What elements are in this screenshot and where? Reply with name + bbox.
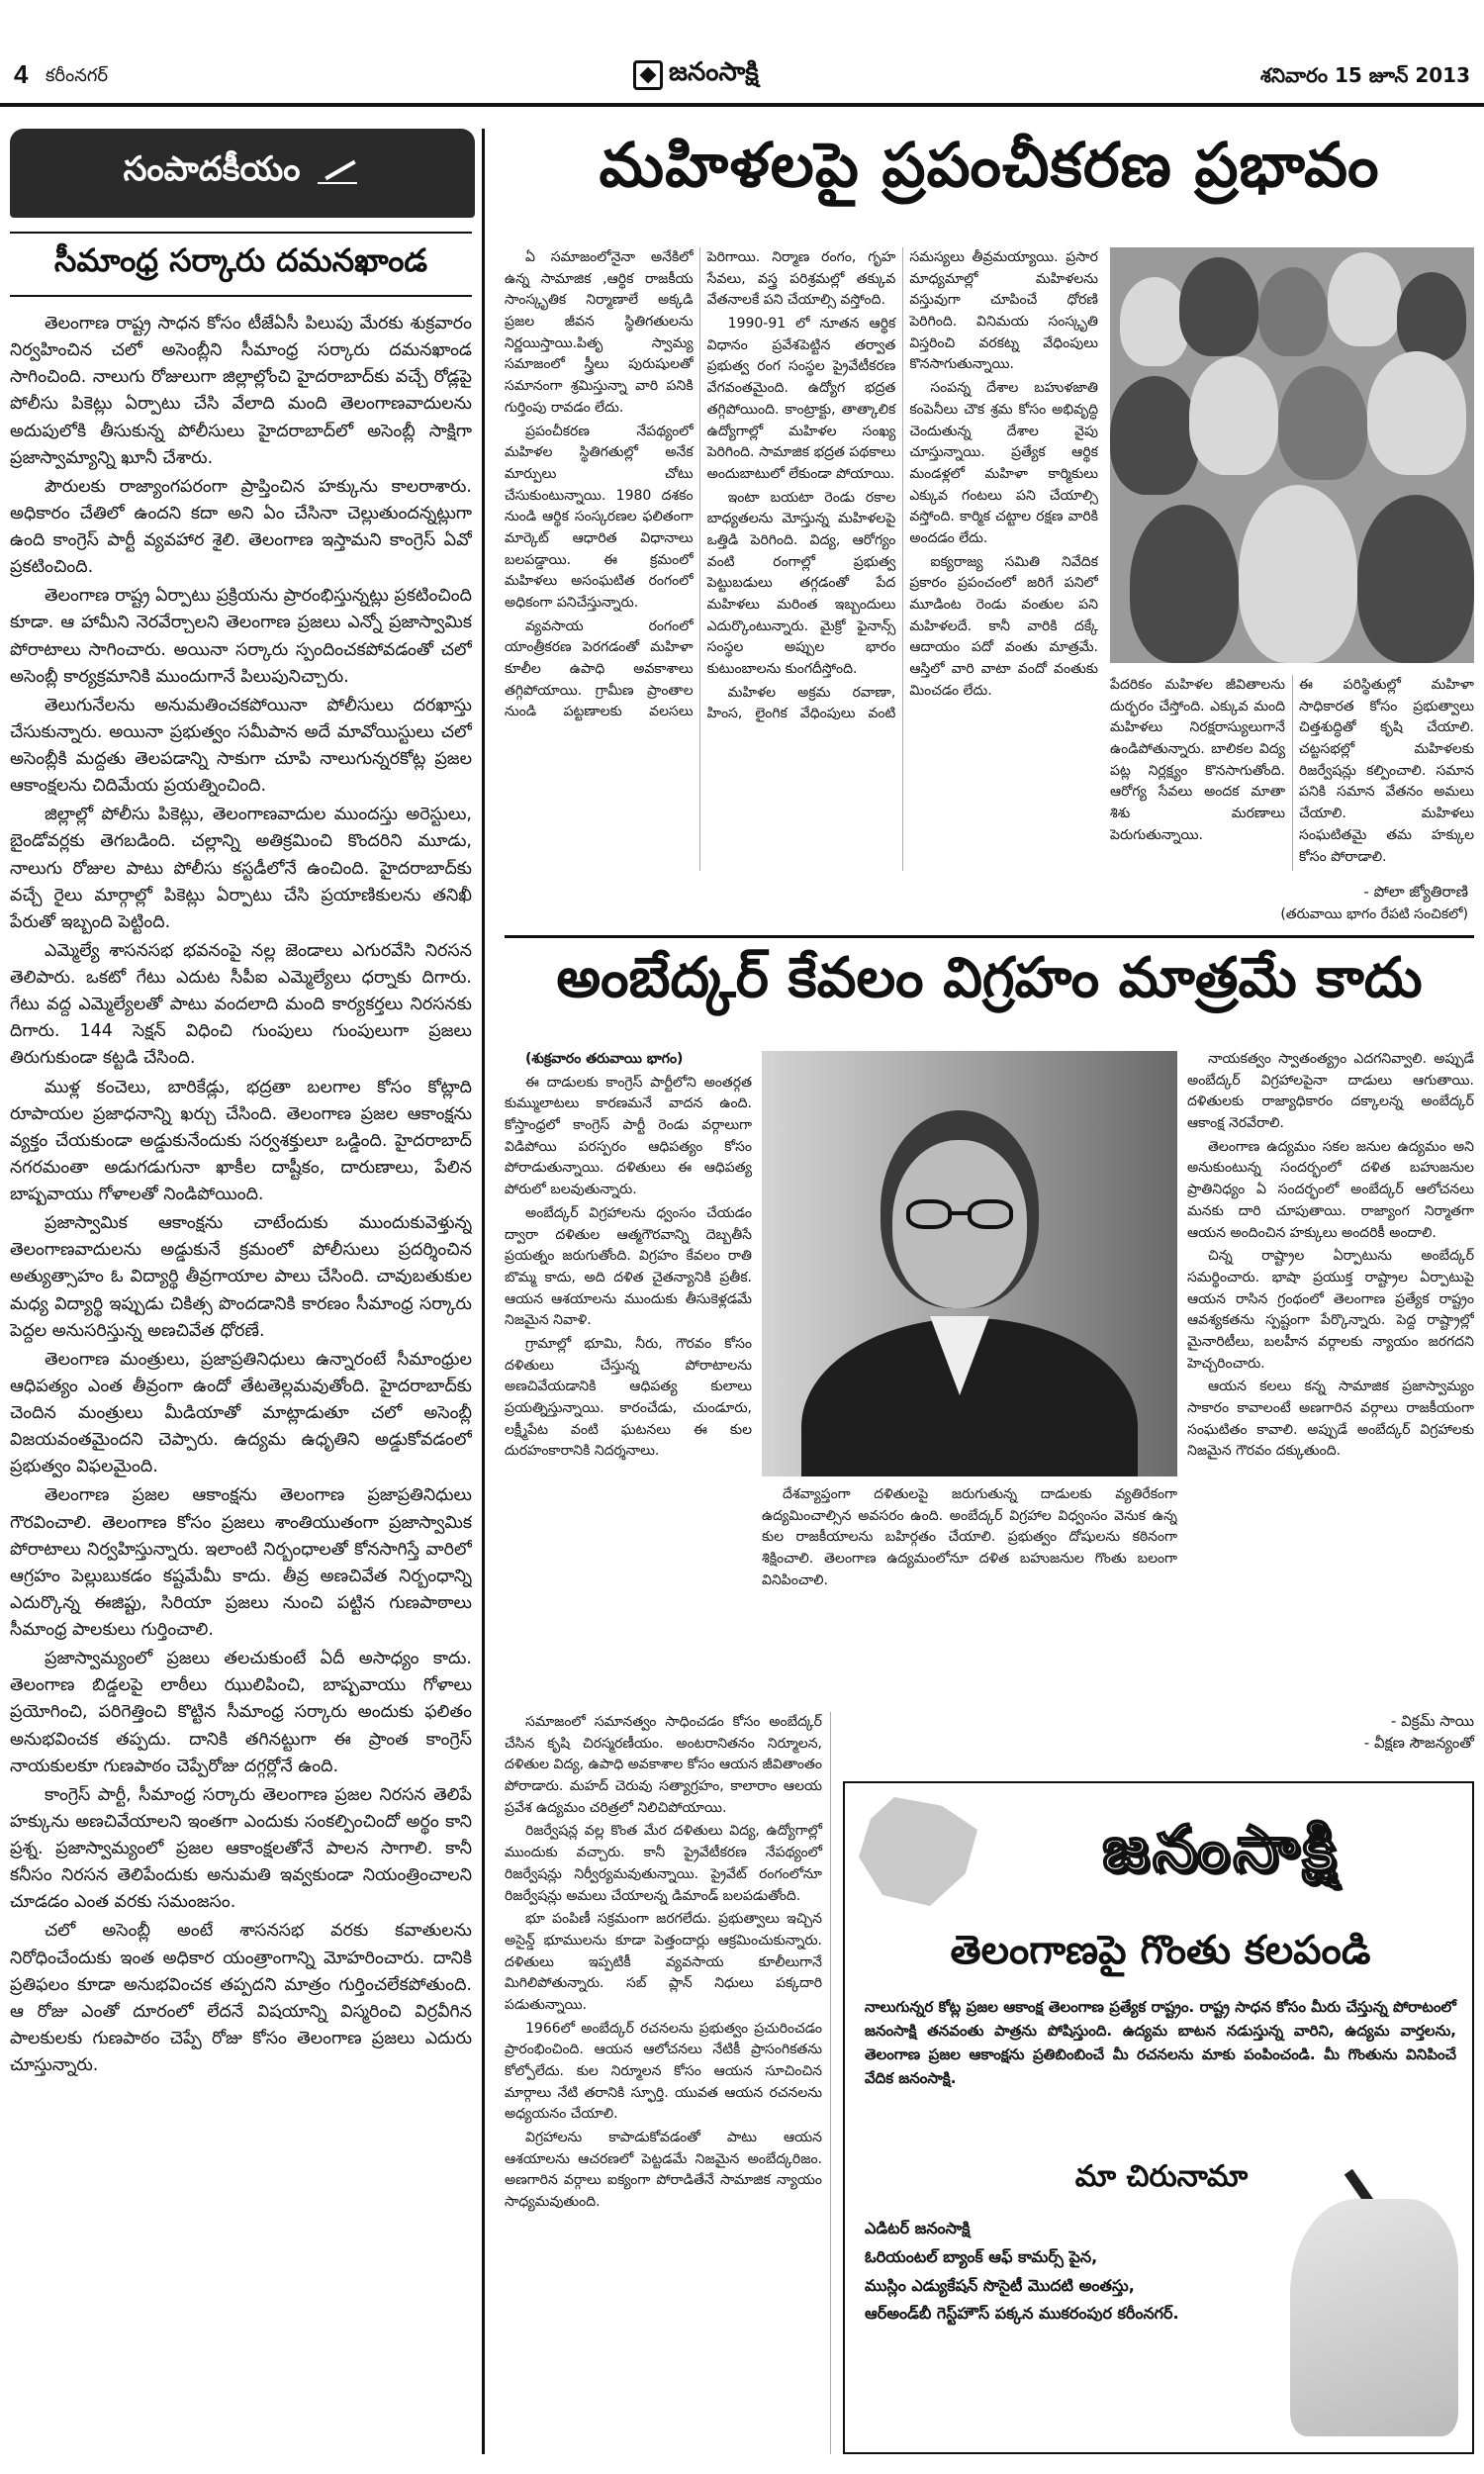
editorial-paragraph: ఎమ్మెల్యే శాసనసభ భవనంపై నల్ల జెండాలు ఎగురవేసి నిరసన తెలిపారు. ఒకటో గేటు ఎదుట సీపీఐ ఎమ్మెల్యేలు ధర్నాకు దిగారు. గేటు వద్ద ఎమ్మెల్యేలతో పాటు వందలాది మంది కార్యకర్తలు నిరసనకు దిగారు. 144 సెక్షన్ విధించి గుంపులు గుంపులుగా ప్రజలు తిరుగుకుండా కట్టడి చేసింది. — [10, 940, 472, 1069]
story1-paragraph: మహిళల అక్రమ రవాణా, హింస, లైంగిక వేధింపులు వంటి సమస్యలు తీవ్రమయ్యాయి. ప్రసార మాధ్యమాల్లో మహిళలను వస్తువుగా చూపించే ధోరణి పెరిగింది. వినిమయ సంస్కృతి విస్తరించి వరకట్న వేధింపులు కొనసాగుతున్నాయి. — [706, 249, 1098, 722]
story1-paragraph: 1990-91 లో నూతన ఆర్థిక విధానం ప్రవేశపెట్టిన తర్వాత ప్రభుత్వ రంగ సంస్థల ప్రైవేటీకరణ వేగవంతమైంది. ఉద్యోగ భద్రత తగ్గిపోయింది. కాంట్రాక్టు, తాత్కాలిక ఉద్యోగాల్లో మహిళల సంఖ్య పెరిగింది. సామాజిక భద్రత పథకాలు అందుబాటులో లేకుండా పోయాయి. — [706, 316, 896, 482]
story2-intro — [505, 1049, 752, 1702]
story2-paragraph: తెలంగాణ ఉద్యమం సకల జనుల ఉద్యమం అని అనుకుంటున్న సందర్భంలో దళిత బహుజనుల ప్రాతినిధ్యం ఏ సందర్భంలో అంబేద్కర్ ఆలోచనలు మనకు దారి చూపుతాయి. రాజ్యాంగ నిర్మాతగా ఆయన అందించిన హక్కులు అందరికీ అందాలి. — [1187, 1138, 1474, 1241]
ad-address-line: ఓరియంటల్ బ్యాంక్ ఆఫ్ కామర్స్ పైన, — [865, 2246, 1098, 2266]
story2-headline: అంబేద్కర్ కేవలం విగ్రహం మాత్రమే కాదు — [556, 946, 1423, 1010]
ad-address — [865, 2215, 1290, 2329]
editorial-paragraph: ప్రజాస్వామిక ఆకాంక్షను చాటేందుకు ముందుకువెళ్తున్న తెలంగాణవాదులను అడ్డుకునే క్రమంలో పోలీసులు ప్రదర్శించిన అత్యుత్సాహం ఓ విద్యార్థి తీవ్రగాయాల పాలు చేసింది. చావుబతుకుల మధ్య విద్యార్థి ఇప్పుడు చికిత్స పొందడానికి కారణం సీమాంధ్ర సర్కారు పెద్దల అనుసరిస్తున్న అణచివేత ధోరణే. — [10, 1213, 472, 1341]
story2-paragraph: అంబేద్కర్ విగ్రహాలను ధ్వంసం చేయడం ద్వారా దళితుల ఆత్మగౌరవాన్ని దెబ్బతీసే ప్రయత్నం జరుగుతోంది. విగ్రహం కేవలం రాతి బొమ్మ కాదు, అది దళిత చైతన్యానికి ప్రతీక. ఆయన ఆశయాలను ముందుకు తీసుకెళ్లడమే నిజమైన నివాళి. — [505, 1204, 752, 1329]
story-globalization-women — [505, 129, 1474, 922]
story1-columns — [505, 247, 1098, 871]
story-divider — [505, 935, 1474, 938]
story2-paragraph: భూ పంపిణీ సక్రమంగా జరగలేదు. ప్రభుత్వాలు ఇచ్చిన అసైన్డ్ భూములను కూడా పెత్తందార్లు ఆక్రమించుకున్నారు. దళితులు ఇప్పటికీ వ్యవసాయ కూలీలుగానే మిగిలిపోతున్నారు. సబ్ ప్లాన్ నిధులు పక్కదారి పడుతున్నాయి. — [505, 1911, 822, 2013]
editorial-column — [10, 129, 485, 2454]
writing-hand-icon — [1290, 2199, 1458, 2436]
header-rule — [0, 103, 1484, 107]
story1-side-paragraph: ఈ పరిస్థితుల్లో మహిళా సాధికారత కోసం ప్రభుత్వాలు చిత్తశుద్ధితో కృషి చేయాలి. చట్టసభల్లో మహిళలకు రిజర్వేషన్లు కల్పించాలి. సమాన పనికి సమాన వేతనం అమలు చేయాలి. మహిళలు సంఘటితమై తమ హక్కుల కోసం పోరాడాలి. — [1299, 677, 1474, 865]
story1-headline: మహిళలపై ప్రపంచీకరణ ప్రభావం — [599, 129, 1380, 201]
women-crowd-photo — [1110, 247, 1474, 663]
story2-continuation-tag: (శుక్రవారం తరువాయి భాగం) — [525, 1051, 684, 1067]
edition-label: కరీంనగర్ — [46, 65, 108, 86]
editorial-banner — [10, 129, 475, 218]
story2-lower-column — [505, 1712, 831, 2454]
quill-pen-icon — [318, 158, 361, 188]
ad-logo-text: జనంసాక్షి — [1102, 1812, 1340, 1886]
story1-byline: - పోలా జ్యోతిరాణి — [1363, 883, 1468, 901]
story1-paragraph: వ్యవసాయ రంగంలో యాంత్రీకరణ పెరగడంతో మహిళా కూలీల ఉపాధి అవకాశాలు తగ్గిపోయాయి. గ్రామీణ ప్రాంతాల నుండి పట్టణాలకు వలసలు పెరిగాయి. నిర్మాణ రంగం, గృహ సేవలు, వస్త్ర పరిశ్రమల్లో తక్కువ వేతనాలకే పని చేయాల్సి వస్తోంది. — [505, 249, 896, 720]
editorial-headline: సీమాంధ్ర సర్కారు దమనఖాండ — [10, 232, 472, 297]
editorial-paragraph: తెలంగాణ రాష్ట్ర సాధన కోసం టీజేఏసీ పిలుపు మేరకు శుక్రవారం నిర్వహించిన చలో అసెంబ్లీని సీమాంధ్ర సర్కారు దమనఖాండ సాగించింది. నాలుగు రోజులుగా జిల్లాల్లోంచి హైదరాబాద్‌కు వచ్చే రోడ్లపై పోలీసు పికెట్లు ఏర్పాటు చేసి వేలాది మంది తెలంగాణవాదులను అదుపులోకి తీసుకున్న పోలీసులు హైదరాబాద్‌లో అసెంబ్లీ సాక్షిగా ప్రజాస్వామ్యాన్ని ఖూనీ చేశారు. — [10, 314, 472, 468]
ad-address-title: మా చిరునామా — [1074, 2159, 1249, 2194]
story1-paragraph: సంపన్న దేశాల బహుళజాతి కంపెనీలు చౌక శ్రమ కోసం అభివృద్ధి చెందుతున్న దేశాల వైపు చూస్తున్నాయి. ప్రత్యేక ఆర్థిక మండళ్లలో మహిళా కార్మికులు ఎక్కువ గంటలు పని చేయాల్సి వస్తోంది. కార్మిక చట్టాల రక్షణ వారికి అందడం లేదు. — [909, 380, 1098, 546]
story2-paragraph: ఆయన కలలు కన్న సామాజిక ప్రజాస్వామ్యం సాకారం కావాలంటే అణగారిన వర్గాలు రాజకీయంగా సంఘటితం కావాలి. అప్పుడే అంబేద్కర్ విగ్రహాలకు నిజమైన గౌరవం దక్కుతుంది. — [1187, 1379, 1474, 1460]
editorial-paragraph: తెలుగునేలను అనుమతించకపోయినా పోలీసులు దరఖాస్తు చేసుకున్నారు. అయినా ప్రభుత్వం సమీపాన అదే మావోయిస్టులు చలో అసెంబ్లీకి మద్దతు తెలపడాన్ని సాకుగా చూపి నాలుగున్నరకోట్ల ప్రజల ఆకాంక్షలను చిదిమేయ ప్రయత్నించింది. — [10, 695, 472, 797]
story1-continued-note: (తరువాయి భాగం రేపటి సంచికలో) — [1280, 906, 1468, 922]
story2-paragraph: చిన్న రాష్ట్రాల ఏర్పాటును అంబేద్కర్ సమర్థించారు. భాషా ప్రయుక్త రాష్ట్రాల ఏర్పాటుపై ఆయన రాసిన గ్రంథంలో తెలంగాణ ప్రత్యేక రాష్ట్రం ఆవశ్యకతను స్పష్టంగా పేర్కొన్నారు. పెద్ద రాష్ట్రాల్లో మైనారిటీలు, బలహీన వర్గాలకు న్యాయం జరగదని హెచ్చరించారు. — [1187, 1248, 1474, 1372]
story2-right-column — [1187, 1049, 1474, 1702]
story2-paragraph: ఈ దాడులకు కాంగ్రెస్ పార్టీలోని అంతర్గత కుమ్ములాటలు కారణమనే వాదన ఉంది. కోస్తాంధ్రలో కాంగ్రెస్ పార్టీ రెండు వర్గాలుగా విడిపోయి పరస్పరం ఆధిపత్యం కోసం పోరాడుతున్నాయి. దళితులు ఈ ఆధిపత్య పోరులో బలవుతున్నారు. — [505, 1074, 752, 1198]
editorial-paragraph: జిల్లాల్లో పోలీసు పికెట్లు, తెలంగాణవాదుల ముందస్తు అరెస్టులు, బైండోవర్లకు తెగబడింది. చల్లాన్ని అతిక్రమించి కొందరిని మూడు, నాలుగు రోజుల పాటు పోలీసు కస్టడీలోనే ఉంచింది. హైదరాబాద్‌కు వచ్చే రైలు మార్గాల్లో పికెట్లు ఏర్పాటు చేసి ప్రయాణికులను తనిఖీ పేరుతో ఇబ్బంది పెట్టింది. — [10, 805, 472, 932]
editorial-paragraph: చలో అసెంబ్లీ అంటే శాసనసభ వరకు కవాతులను నిరోధించేందుకు ఇంత అధికార యంత్రాంగాన్ని మోహరించారు. దానికి ప్రతిఫలం కూడా అనుభవించక తప్పదని మాత్రం గుర్తించలేకపోతుంది. ఆ రోజు ఎంతో దూరంలో లేదనే విషయాన్ని విస్మరించి విర్రవీగిన పాలకులకు గుణపాఠం చెప్పే రోజు కోసం తెలంగాణ ప్రజలు ఎదురు చూస్తున్నారు. — [10, 1921, 472, 2075]
ambedkar-portrait-photo — [762, 1051, 1177, 1476]
ad-address-line: ముస్లిం ఎడ్యుకేషన్ సొసైటీ మొదటి అంతస్తు, — [865, 2275, 1135, 2295]
editorial-paragraph: తెలంగాణ రాష్ట్ర ఏర్పాటు ప్రక్రియను ప్రారంభిస్తున్నట్లు ప్రకటించింది కూడా. ఆ హామీని నెరవేర్చాలని తెలంగాణ ప్రజలు ఎన్నో ప్రజాస్వామిక పోరాటాలు సాగించారు. అయినా సర్కారు స్పందించకపోవడంతో చలో అసెంబ్లీ కార్యక్రమానికి ముందుగానే పిలుపునిచ్చారు. — [10, 586, 472, 687]
story2-paragraph: 1966లో అంబేద్కర్ రచనలను ప్రభుత్వం ప్రచురించడం ప్రారంభించింది. ఆయన ఆలోచనలు నేటికీ ప్రాసంగికతను కోల్పోలేదు. కుల నిర్మూలన కోసం ఆయన సూచించిన మార్గాలు నేటి తరానికి స్ఫూర్తి. యువత ఆయన రచనలను అధ్యయనం చేయాలి. — [505, 2020, 822, 2123]
story2-paragraph: నాయకత్వం స్వాతంత్య్రం ఎదగనివ్వాలి. అప్పుడే అంబేద్కర్ విగ్రహాలపైనా దాడులు ఆగుతాయి. దళితులకు రాజ్యాధికారం దక్కాలన్న అంబేద్కర్ ఆకాంక్ష నెరవేరాలి. — [1187, 1051, 1474, 1132]
story2-paragraph: రిజర్వేషన్ల వల్ల కొంత మేర దళితులు విద్య, ఉద్యోగాల్లో ముందుకు వచ్చారు. కానీ ప్రైవేటీకరణ నేపథ్యంలో రిజర్వేషన్లు నిర్వీర్యమవుతున్నాయి. ప్రైవేట్ రంగంలోనూ రిజర్వేషన్లు అమలు చేయాలన్న డిమాండ్ బలపడుతోంది. — [505, 1823, 822, 1904]
ad-body-text: నాలుగున్నర కోట్ల ప్రజల ఆకాంక్ష తెలంగాణ ప్రత్యేక రాష్ట్రం. రాష్ట్ర సాధన కోసం మీరు చేస్తున్న పోరాటంలో జనంసాక్షి తనవంతు పాత్రను పోషిస్తుంది. ఉద్యమ బాటన నడుస్తున్న వారిని, ఉద్యమ వార్తలను, తెలంగాణ ప్రజల ఆకాంక్షను ప్రతిబింబించే మీ రచనలను మాకు పంపించండి. మీ గొంతును వినిపించే వేదిక జనంసాక్షి. — [865, 1998, 1456, 2087]
story1-side-text — [1110, 675, 1474, 871]
story2-paragraph: గ్రామాల్లో భూమి, నీరు, గౌరవం కోసం దళితులు చేస్తున్న పోరాటాలను అణచివేయడానికి ఆధిపత్య కులాలు ప్రయత్నిస్తున్నాయి. కారంచేడు, చుండూరు, లక్ష్మీపేట వంటి ఘటనలు ఈ కుల దురహంకారానికి నిదర్శనాలు. — [505, 1335, 752, 1460]
ad-tagline: తెలంగాణపై గొంతు కలపండి — [950, 1928, 1371, 1973]
issue-date: శనివారం 15 జూన్ 2013 — [1260, 63, 1470, 87]
editorial-section-title: సంపాదకీయం — [123, 149, 301, 189]
story1-paragraph: ఐక్యరాజ్య సమితి నివేదిక ప్రకారం ప్రపంచంలో జరిగే పనిలో మూడింట రెండు వంతుల పని మహిళలదే. కానీ వారికి దక్కే ఆదాయం పదో వంతు మాత్రమే. ఆస్తిలో వారి వాటా వందో వంతుకు మించడం లేదు. — [909, 553, 1098, 699]
ad-address-line: ఆర్‌అండ్‌బీ గెస్ట్‌హౌస్ పక్కన ముకరంపుర కరీంనగర్. — [865, 2304, 1179, 2324]
story1-text — [505, 247, 1098, 871]
telangana-map-icon — [859, 1797, 977, 1906]
editorial-paragraph: పౌరులకు రాజ్యాంగపరంగా ప్రాప్తించిన హక్కును కాలరాశారు. అధికారం చేతిలో ఉందని కదా అని ఏం చేసినా చెల్లుతుందన్నట్లుగా ఉంది కాంగ్రెస్ పార్టీ వ్యవహార శైలి. తెలంగాణ ఇస్తామని కాంగ్రెస్ ఏవో ప్రకటించింది. — [10, 476, 472, 578]
story2-paragraph: సమాజంలో సమానత్వం సాధించడం కోసం అంబేద్కర్ చేసిన కృషి చిరస్మరణీయం. అంటరానితనం నిర్మూలన, దళితుల విద్య, ఉపాధి అవకాశాల కోసం ఆయన జీవితాంతం పోరాడారు. మహద్ చెరువు సత్యాగ్రహం, కాలారాం ఆలయ ప్రవేశ ఉద్యమం చరిత్రలో నిలిచిపోయాయి. — [505, 1714, 822, 1816]
story1-side-columns — [1110, 675, 1474, 871]
ad-address-line: ఎడిటర్ జనంసాక్షి — [865, 2219, 971, 2237]
story1-paragraph: ఏ సమాజంలోనైనా అనేకిలో ఉన్న సామాజిక ,ఆర్థిక రాజకీయ సాంస్కృతిక నిర్మాణాలే అక్కడి ప్రజల జీవన స్థితిగతులను నిర్ణయిస్తాయి.పితృ స్వామ్య సమాజంలో స్త్రీలు పురుషులతో సమానంగా శ్రమిస్తున్నా వారి పనికి గుర్తింపు రావడం లేదు. — [505, 249, 694, 416]
story2-paragraph: దేశవ్యాప్తంగా దళితులపై జరుగుతున్న దాడులకు వ్యతిరేకంగా ఉద్యమించాల్సిన అవసరం ఉంది. అంబేద్కర్ విగ్రహాల విధ్వంసం వెనుక ఉన్న కుల రాజకీయాలను బహిర్గతం చేయాలి. ప్రభుత్వం దోషులను కఠినంగా శిక్షించాలి. తెలంగాణ ఉద్యమంలోనూ దళిత బహుజనుల గొంతు బలంగా వినిపించాలి. — [762, 1486, 1177, 1588]
editorial-paragraph: ముళ్ల కంచెలు, బారికేడ్లు, భద్రతా బలగాల కోసం కోట్లాది రూపాయల ప్రజాధనాన్ని ఖర్చు చేసింది. తెలంగాణ ప్రజల ఆకాంక్షను వ్యక్తం చేయకుండా అడ్డుకునేందుకు సర్వశక్తులూ ఒడ్డింది. హైదరాబాద్ నగరమంతా అడుగడుగునా ఖాకీల దాష్టీకం, దారుణాలు, పేలిన బాష్పవాయు గోళాలతో నిండిపోయింది. — [10, 1077, 472, 1204]
story1-side-paragraph: పేదరికం మహిళల జీవితాలను దుర్భరం చేస్తోంది. ఎక్కువ మంది మహిళలు నిరక్షరాస్యులుగానే ఉండిపోతున్నారు. బాలికల విద్య పట్ల నిర్లక్ష్యం కొనసాగుతోంది. ఆరోగ్య సేవలు అందక మాతా శిశు మరణాలు పెరుగుతున్నాయి. — [1110, 677, 1285, 843]
editorial-paragraph: ప్రజాస్వామ్యంలో ప్రజలు తలచుకుంటే ఏదీ అసాధ్యం కాదు. తెలంగాణ బిడ్డలపై లాఠీలు ఝులిపించి, బాష్పవాయు గోళాలు ప్రయోగించి, పరిగెత్తించి కొట్టిన సీమాంధ్ర సర్కారు అందుకు ఫలితం అనుభవించక తప్పదు. దానికి తగినట్టుగా ఈ ప్రాంత కాంగ్రెస్ నాయకులకూ గుణపాఠం చెప్పేరోజు దగ్గర్లోనే ఉంది. — [10, 1649, 472, 1776]
editorial-paragraph: తెలంగాణ మంత్రులు, ప్రజాప్రతినిధులు ఉన్నారంటే సీమాంధ్రుల ఆధిపత్యం ఎంత తీవ్రంగా ఉందో తేటతెల్లమవుతోంది. హైదరాబాద్‌కు చెందిన మంత్రులు మీడియాతో మాట్లాడుతూ చలో అసెంబ్లీ విజయవంతమైందని చెప్పారు. ఉద్యమ ఉధృతిని అడ్డుకోవడంలో ప్రభుత్వం విఫలమైంది. — [10, 1349, 472, 1477]
story2-byline-name: - విక్రమ్ సాయి — [1390, 1712, 1474, 1730]
story2-paragraph: విగ్రహాలను కాపాడుకోవడంతో పాటు ఆయన ఆశయాలను ఆచరణలో పెట్టడమే నిజమైన అంబేద్కరిజం. అణగారిన వర్గాలు ఐక్యంగా పోరాడితేనే సామాజిక న్యాయం సాధ్యమవుతుంది. — [505, 2130, 822, 2211]
story2-byline-source: - వీక్షణ సౌజన్యంతో — [1363, 1734, 1474, 1752]
janamsakshi-advertisement — [843, 1781, 1474, 2454]
story1-paragraph: ప్రపంచీకరణ నేపథ్యంలో మహిళల స్థితిగతుల్లో అనేక మార్పులు చోటు చేసుకుంటున్నాయి. 1980 దశకం నుండి ఆర్థిక సంస్కరణల ఫలితంగా మార్కెట్ ఆధారిత విధానాలు బలపడ్డాయి. ఈ క్రమంలో మహిళలు అసంఘటిత రంగంలో అధికంగా పనిచేస్తున్నారు. — [505, 423, 694, 611]
editorial-paragraph: కాంగ్రెస్ పార్టీ, సీమాంధ్ర సర్కారు తెలంగాణ ప్రజల నిరసన తెలిపే హక్కును అణచివేయాలని ఇంతగా ఎందుకు సంకల్పించిందో అర్థం కాని ప్రశ్న. ప్రజాస్వామ్యంలో ప్రజల ఆకాంక్షలతోనే పాలన సాగాలి. కానీ కనీసం నిరసన తెలిపేందుకు అనుమతి ఇవ్వకుండా నియంత్రించాలని చూడడం ఎంత వరకు సమంజసం. — [10, 1784, 472, 1913]
masthead-title: జనంసాక్షి — [669, 57, 759, 87]
story1-paragraph: ఇంటా బయటా రెండు రకాల బాధ్యతలను మోస్తున్న మహిళలపై ఒత్తిడి పెరిగింది. విద్య, ఆరోగ్యం వంటి రంగాల్లో ప్రభుత్వ పెట్టుబడులు తగ్గడంతో పేద మహిళలు మరింత ఇబ్బందులు ఎదుర్కొంటున్నారు. మైక్రో ఫైనాన్స్ సంస్థల అప్పుల భారం కుటుంబాలను కుంగదీస్తోంది. — [706, 489, 896, 678]
editorial-body — [10, 311, 472, 2428]
story2-middle-column — [762, 1484, 1177, 1702]
editorial-paragraph: తెలంగాణ ప్రజల ఆకాంక్షను తెలంగాణ ప్రజాప్రతినిధులు గౌరవించాలి. తెలంగాణ కోసం ప్రజలు శాంతియుతంగా ప్రజాస్వామిక పోరాటాలు నిర్వహిస్తున్నారు. ఇలాంటి నిర్బంధాలతో కోనసాగిస్తే వారిలో ఆగ్రహం పెల్లుబుకడం కష్టమేమీ కాదు. తీవ్ర అణచివేత నిర్బంధాన్ని ఎదుర్కొన్న ఈజిప్టు, సిరియా ప్రజలు నుంచి పట్టిన గుణపాఠాలు సీమాంధ్ర పాలకులు గుర్తించాలి. — [10, 1485, 472, 1640]
page-header — [0, 0, 1484, 109]
page-number: 4 — [14, 59, 29, 89]
masthead — [633, 57, 759, 93]
masthead-logo-icon — [633, 60, 663, 90]
